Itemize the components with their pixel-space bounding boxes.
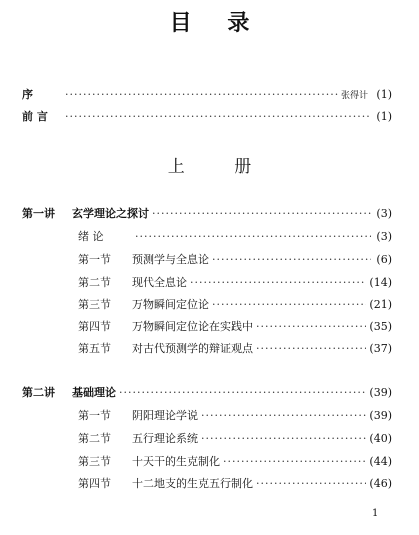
toc-entry-page: (3)	[376, 207, 392, 220]
section-title: 十天干的生克制化	[132, 455, 220, 468]
section-title: 五行理论系统	[132, 432, 198, 445]
toc-entry-author: 张得计	[340, 91, 368, 101]
toc-entry-page: (14)	[369, 276, 392, 289]
toc-section	[78, 230, 392, 244]
leader-dots	[119, 386, 366, 400]
section-title: 万物瞬间定位论在实践中	[132, 320, 253, 333]
toc-entry-page: (39)	[369, 386, 392, 399]
toc-entry-page: (40)	[369, 432, 392, 445]
leader-dots	[212, 298, 366, 312]
leader-dots	[201, 432, 366, 446]
toc-section	[78, 342, 392, 356]
toc-entry-page: (3)	[376, 230, 392, 243]
section-number: 绪 论	[78, 230, 104, 243]
toc-entry-label: 前 言	[22, 110, 48, 123]
section-number: 第五节	[78, 342, 111, 355]
toc-entry-page: (39)	[369, 409, 392, 422]
leader-dots	[65, 88, 338, 102]
leader-dots	[65, 110, 371, 124]
section-number: 第四节	[78, 320, 111, 333]
leader-dots	[256, 320, 366, 334]
toc-lecture	[22, 207, 392, 221]
leader-dots	[256, 477, 366, 491]
toc-section	[78, 320, 392, 334]
leader-dots	[190, 276, 366, 290]
leader-dots	[135, 230, 371, 244]
lecture-title: 基础理论	[72, 386, 116, 399]
leader-dots	[201, 409, 366, 423]
toc-section	[78, 455, 392, 469]
toc-section	[78, 477, 392, 491]
section-number: 第一节	[78, 409, 111, 422]
toc-entry-page: (44)	[369, 455, 392, 468]
toc-entry-label: 序	[22, 88, 33, 101]
section-title: 万物瞬间定位论	[132, 298, 209, 311]
section-title: 十二地支的生克五行制化	[132, 477, 253, 490]
section-number: 第一节	[78, 253, 111, 266]
toc-entry-page: (21)	[369, 298, 392, 311]
leader-dots	[152, 207, 371, 221]
toc-entry-page: (6)	[376, 253, 392, 266]
section-title: 现代全息论	[132, 276, 187, 289]
toc-section	[78, 298, 392, 312]
toc-lecture	[22, 386, 392, 400]
section-number: 第三节	[78, 298, 111, 311]
lecture-number: 第一讲	[22, 207, 55, 220]
toc-entry-page: (37)	[369, 342, 392, 355]
toc-entry-page: (1)	[376, 88, 392, 101]
leader-dots	[256, 342, 366, 356]
page-title: 目 录	[169, 11, 264, 36]
leader-dots	[223, 455, 366, 469]
volume-title: 上 册	[167, 157, 274, 177]
section-number: 第二节	[78, 276, 111, 289]
lecture-title: 玄学理论之探讨	[72, 207, 149, 220]
section-title: 预测学与全息论	[132, 253, 209, 266]
toc-entry-page: (35)	[369, 320, 392, 333]
section-title: 对古代预测学的辩证观点	[132, 342, 253, 355]
section-number: 第三节	[78, 455, 111, 468]
toc-entry-page: (46)	[369, 477, 392, 490]
page-number: 1	[372, 508, 379, 519]
toc-entry-page: (1)	[376, 110, 392, 123]
toc-entry-foreword	[22, 110, 392, 124]
section-title: 阴阳理论学说	[132, 409, 198, 422]
toc-section	[78, 409, 392, 423]
toc-section	[78, 276, 392, 290]
toc-section	[78, 432, 392, 446]
section-number: 第二节	[78, 432, 111, 445]
toc-entry-preface	[22, 88, 392, 103]
leader-dots	[212, 253, 371, 267]
lecture-number: 第二讲	[22, 386, 55, 399]
toc-section	[78, 253, 392, 267]
section-number: 第四节	[78, 477, 111, 490]
